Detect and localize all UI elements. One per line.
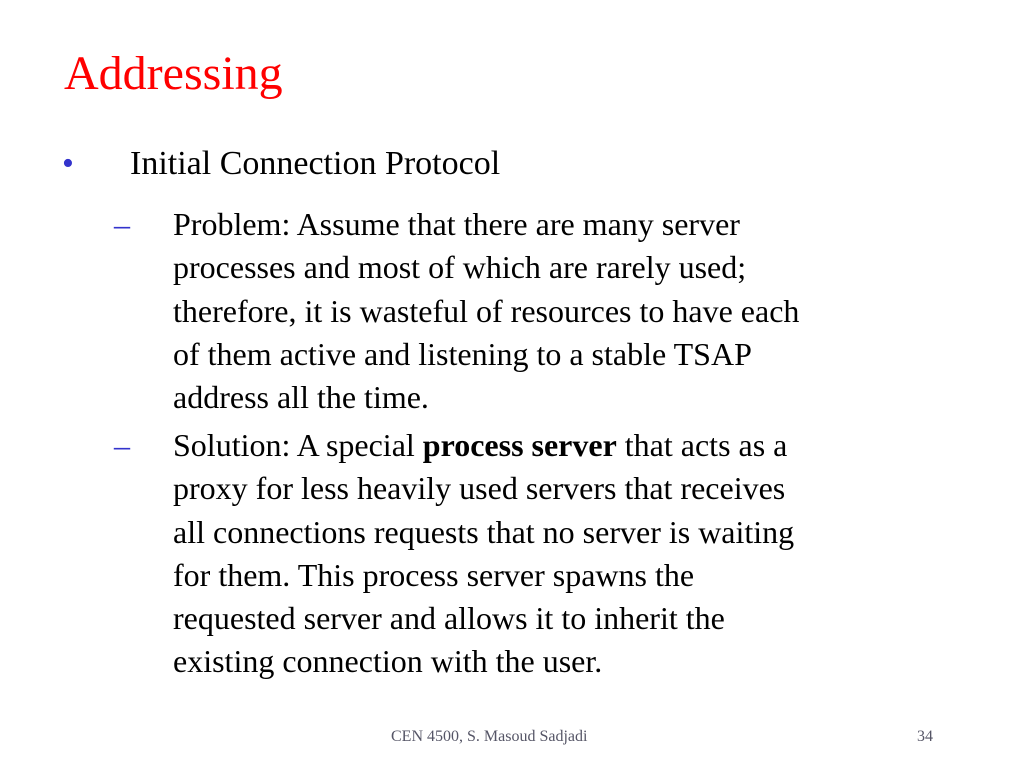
text-segment: that acts as a — [616, 427, 788, 463]
text-line: Problem: Assume that there are many server — [173, 206, 740, 242]
dash-marker: – — [114, 427, 130, 463]
bullet-text: Initial Connection Protocol — [130, 145, 501, 182]
text-line: of them active and listening to a stable TSAP — [173, 335, 752, 372]
dash-marker: – — [114, 206, 130, 242]
text-line — [173, 424, 963, 467]
sub-item-text — [173, 203, 963, 419]
text-line: proxy for less heavily used servers that receives — [173, 470, 786, 507]
text-line: for them. This process server spawns the — [173, 556, 695, 593]
slide-title: Addressing — [64, 47, 283, 100]
bullet-marker: • — [62, 145, 74, 182]
page-number: 34 — [917, 728, 933, 745]
text-line: requested server and allows it to inherit the — [173, 600, 725, 637]
sub-item-text — [173, 424, 963, 684]
bold-term: process server — [422, 427, 617, 463]
text-line: processes and most of which are rarely used; — [173, 249, 747, 286]
text-line: all connections requests that no server is waiting — [173, 513, 795, 550]
text-segment: Solution: A special — [173, 427, 423, 463]
text-line: existing connection with the user. — [173, 643, 603, 680]
slide-footer: CEN 4500, S. Masoud Sadjadi — [391, 728, 588, 745]
text-line: address all the time. — [173, 379, 429, 416]
text-line: therefore, it is wasteful of resources to have each — [173, 292, 800, 329]
